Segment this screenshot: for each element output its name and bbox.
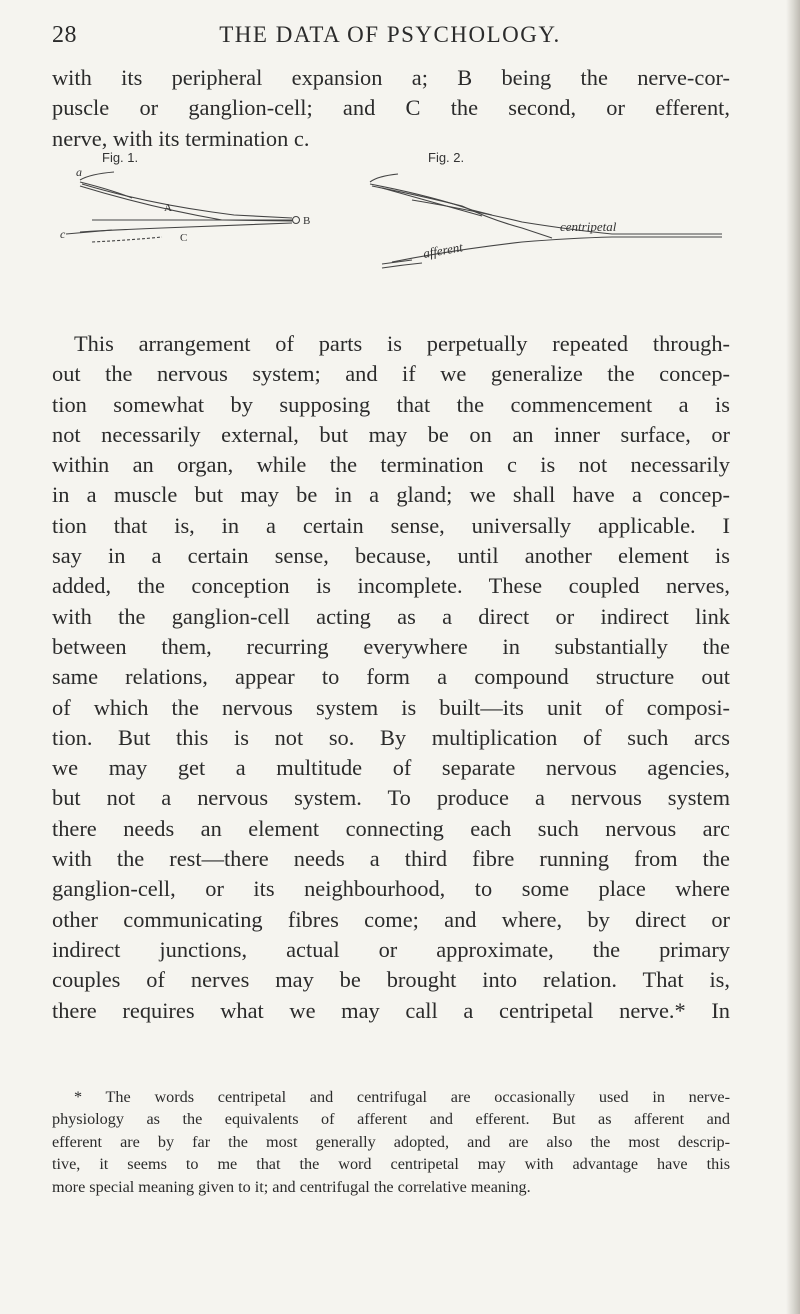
footnote-line: efferent are by far the most generally adopted, and are also the most descrip- [52, 1132, 730, 1151]
text-line: This arrangement of parts is perpetually repeated through- [74, 331, 730, 356]
text-line: there needs an element connecting each such nervous arc [52, 815, 730, 841]
text-line: but not a nervous system. To produce a nervous system [52, 785, 730, 811]
footnote-line: * The words centripetal and centrifugal are occasionally used in nerve- [74, 1088, 730, 1106]
text-line: with the ganglion-cell acting as a direct or indirect link [52, 603, 730, 629]
text-line: with its peripheral expansion a; B being the nerve-cor- [52, 65, 730, 90]
fig1-letter-A: A [164, 202, 172, 214]
text-line: puscle or ganglion-cell; and C the second, or efferent, [52, 95, 730, 121]
fig1-c-stroke [66, 230, 112, 234]
intro-paragraph [52, 63, 730, 154]
fig1-letter-c: c [60, 227, 66, 241]
text-line: tion. But this is not so. By multiplication of such arcs [52, 724, 730, 750]
text-line: tion somewhat by supposing that the commencement a is [52, 391, 730, 417]
text-line: within an organ, while the termination c is not necessarily [52, 452, 730, 478]
text-line: there requires what we may call a centripetal nerve.* In [52, 997, 730, 1023]
fig2-top-stroke [370, 174, 398, 182]
footnote [52, 1086, 730, 1198]
fig1-efferent-line [80, 223, 292, 232]
fig2-label: Fig. 2. [428, 150, 465, 165]
fig1-letter-C: C [180, 232, 188, 244]
text-line: with the rest—there needs a third fibre running from the [52, 846, 730, 872]
fig1-line-a [80, 172, 114, 180]
text-line: we may get a multitude of separate nervous agencies, [52, 755, 730, 781]
text-line: couples of nerves may be brought into relation. That is, [52, 967, 730, 993]
page-number: 28 [52, 22, 77, 48]
text-line: added, the conception is incomplete. These coupled nerves, [52, 573, 730, 599]
fig1-ganglion-b [293, 217, 300, 224]
figure-illustrations [52, 150, 752, 300]
fig2-word-afferent: afferent [421, 239, 464, 261]
fig2-fibre-2 [372, 186, 552, 238]
text-line: other communicating fibres come; and where, by direct or [52, 906, 730, 932]
text-line: say in a certain sense, because, until another element is [52, 543, 730, 569]
running-head: THE DATA OF PSYCHOLOGY. [219, 22, 561, 47]
page-header [52, 22, 728, 54]
footnote-line: physiology as the equivalents of afferent and efferent. But as afferent and [52, 1110, 730, 1129]
footnote-line: more special meaning given to it; and centrifugal the correlative meaning. [52, 1177, 531, 1196]
fig1-letter-B: B [303, 215, 311, 227]
text-line: same relations, appear to form a compound structure out [52, 664, 730, 690]
fig2-word-centripetal: centripetal [560, 219, 617, 234]
page-edge-shadow [786, 0, 800, 1314]
figures [52, 150, 752, 300]
fig1-dashed [92, 237, 162, 242]
text-line: of which the nervous system is built—its unit of composi- [52, 694, 730, 720]
text-line: between them, recurring everywhere in substantially the [52, 633, 730, 659]
text-line: out the nervous system; and if we generalize the concep- [52, 361, 730, 387]
text-line: tion that is, in a certain sense, universally applicable. I [52, 512, 730, 538]
fig1-letter-a: a [76, 165, 82, 179]
text-line: nerve, with its termination c. [52, 125, 310, 151]
fig2-fibre-3 [382, 188, 482, 216]
fig2-fibre-1 [370, 184, 492, 215]
text-line: ganglion-cell, or its neighbourhood, to some place where [52, 876, 730, 902]
text-line: in a muscle but may be in a gland; we shall have a concep- [52, 482, 730, 508]
fig1-label: Fig. 1. [102, 150, 139, 165]
text-line: indirect junctions, actual or approximate, the primary [52, 936, 730, 962]
main-paragraph [52, 329, 730, 1026]
text-line: not necessarily external, but may be on an inner surface, or [52, 421, 730, 447]
footnote-line: tive, it seems to me that the word centripetal may with advantage have this [52, 1155, 730, 1174]
